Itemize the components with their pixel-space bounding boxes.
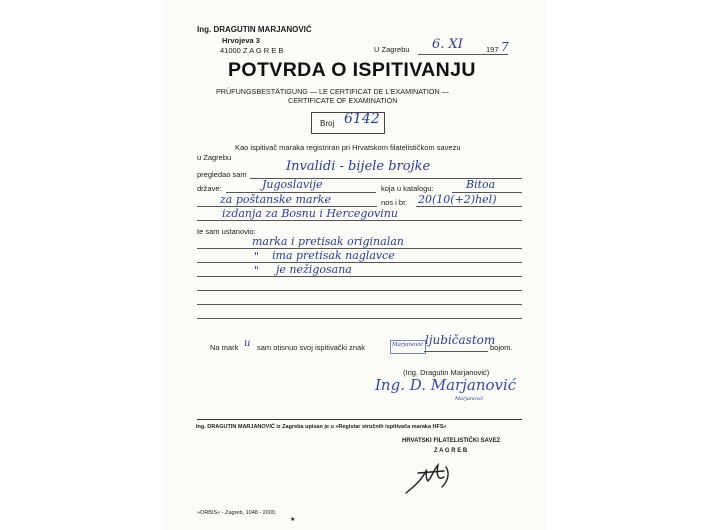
finding-line-6: [197, 318, 522, 319]
place-prefix: U Zagrebu: [374, 45, 410, 54]
ink-color-line: [424, 351, 488, 352]
finding-2: ima pretisak naglavce: [272, 249, 395, 262]
catalog-label: koja u katalogu:: [381, 184, 434, 193]
federation-city: Z A G R E B: [434, 448, 468, 454]
findings-label: te sam ustanovio:: [197, 227, 256, 236]
certificate-title: POTVRDA O ISPITIVANJU: [228, 59, 476, 81]
signature-scrawl: Ing. D. Marjanović: [375, 376, 517, 394]
issuer-name: Ing. DRAGUTIN MARJANOVIĆ: [197, 25, 312, 34]
federation-name: HRVATSKI FILATELISTIČKI SAVEZ: [402, 438, 501, 444]
field-line-4: [197, 220, 522, 221]
catalog-value: Bitoa: [466, 178, 496, 191]
date-day-month: 6. XI: [432, 37, 463, 52]
issuer-city: 41000 Z A G R E B: [220, 46, 284, 55]
examined-value: Invalidi - bijele brojke: [286, 159, 431, 174]
number-value: 6142: [344, 111, 380, 127]
issue-value: izdanja za Bosnu i Hercegovinu: [222, 207, 398, 220]
finding-3: je nežigosana: [276, 263, 352, 276]
signatory-name: (Ing. Dragutin Marjanović): [403, 368, 490, 377]
finding-line-5: [197, 304, 522, 305]
finding-line-3: [197, 276, 522, 277]
stamp-line-suffix: bojom.: [490, 343, 513, 352]
issuer-street: Hrvojeva 3: [222, 36, 260, 45]
examined-label: pregledao sam: [197, 170, 247, 179]
signature-stamp-word: Marjanović: [455, 396, 484, 402]
finding-2-mark: ": [254, 250, 260, 263]
field-line-3b: [416, 206, 522, 207]
year-handwritten: 7: [501, 40, 509, 54]
intro-city: u Zagrebu: [197, 153, 232, 162]
finding-3-mark: ": [254, 264, 260, 277]
stamp-line-middle: sam otisnuo svoj ispitivački znak: [257, 343, 365, 352]
printer-imprint: »ORBIS« - Zagreb, 1048 - 2000.: [197, 510, 277, 516]
finding-line-2: [197, 262, 522, 263]
examiner-stamp-text: Marjanović: [392, 342, 424, 348]
stamp-type-value: za poštanske marke: [220, 193, 331, 206]
federation-signature-mark: [398, 459, 462, 499]
stamp-line-prefix: Na mark: [210, 343, 239, 352]
footer-mark: ★: [290, 517, 296, 523]
number-nos-label: nos i br.: [381, 198, 408, 207]
intro-text: Kao ispitivač maraka registriran pri Hrvatskom filatelističkom savezu: [235, 143, 461, 152]
ink-color-value: ljubičastom: [425, 333, 496, 347]
country-label: države:: [197, 184, 222, 193]
finding-1: marka i pretisak originalan: [252, 235, 404, 248]
registry-note: Ing. DRAGUTIN MARJANOVIĆ iz Zagreba upisan je u »Registar stručnih ispitivača maraka HFS«: [196, 424, 447, 430]
year-printed: 197: [486, 45, 499, 54]
registry-separator: [197, 419, 522, 420]
stamp-line-hand-suffix: u: [244, 338, 251, 349]
number-label: Broj: [320, 119, 335, 128]
number-nos-value: 20(10(+2)hel): [418, 193, 497, 206]
subtitle-english: CERTIFICATE OF EXAMINATION: [288, 96, 398, 105]
finding-line-4: [197, 290, 522, 291]
subtitle-multilingual: PRÜFUNGSBESTÄTIGUNG — LE CERTIFICAT DE L'EXAMINATION —: [216, 87, 449, 96]
date-line: [418, 54, 508, 55]
country-value: Jugoslavije: [262, 178, 323, 191]
